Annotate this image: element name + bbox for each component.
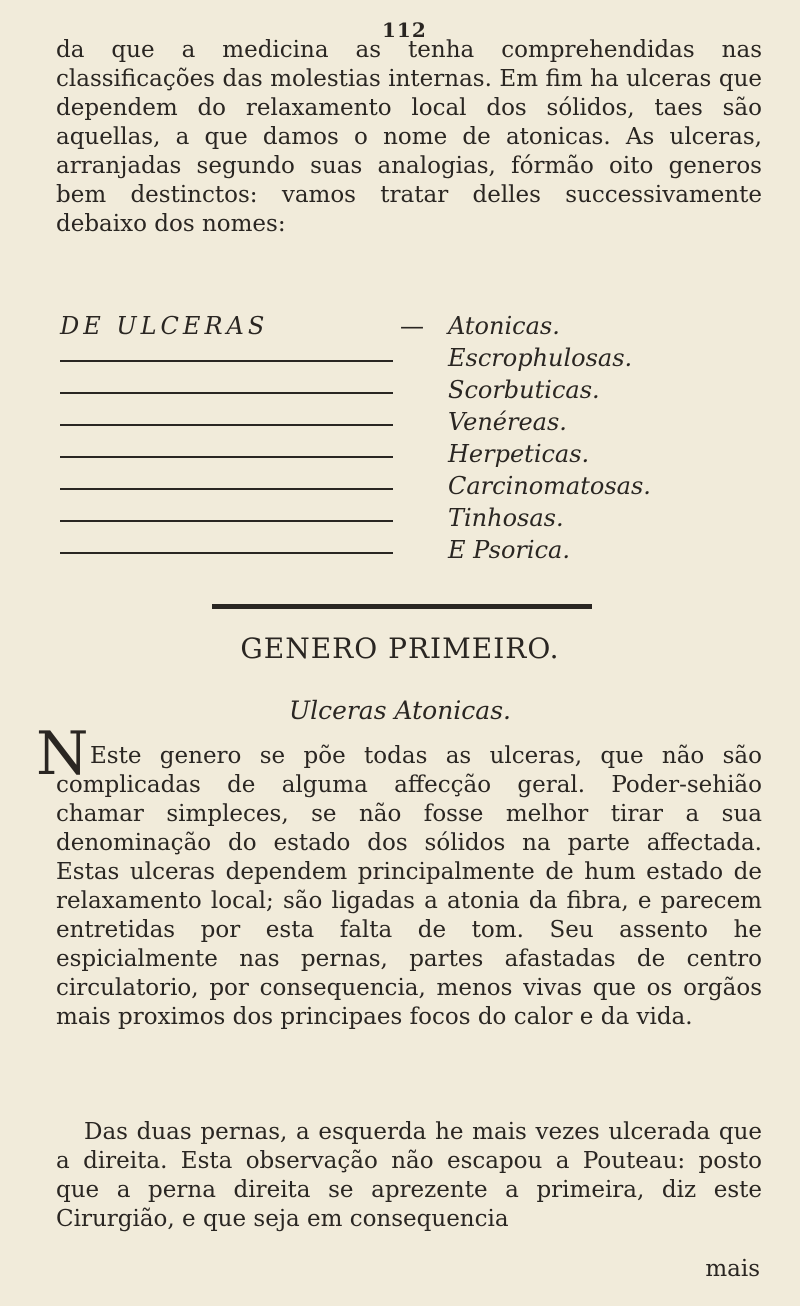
list-item — [60, 408, 760, 440]
list-rule — [60, 552, 393, 554]
list-entry: Escrophulosas. — [448, 344, 633, 372]
list-item — [60, 472, 760, 504]
paragraph-intro: da que a medicina as tenha comprehendidas nas classificações das molestias internas. Em fim ha ulceras que dependem do relaxamento local dos sólidos, taes são aquellas, a que damos o nome de atonicas. As ulceras, arranjadas segundo suas analogias, fórmão oito generos bem destinctos: vamos tratar delles successivamente debaixo dos nomes: — [56, 37, 762, 237]
list-entry: Scorbuticas. — [448, 376, 600, 404]
list-heading: DE ULCERAS — [60, 312, 269, 340]
paragraph-legs: Das duas pernas, a esquerda he mais vezes ulcerada que a direita. Esta observação não escapou a Pouteau: posto que a perna direita se aprezente a primeira, diz este Cirurgião, e que seja em consequencia — [56, 1119, 762, 1232]
list-entry: Herpeticas. — [448, 440, 590, 468]
paragraph-genre — [56, 742, 762, 1032]
list-rule — [60, 456, 393, 458]
section-subtitle: Ulceras Atonicas. — [289, 696, 511, 725]
list-item — [60, 312, 760, 344]
list-item — [60, 376, 760, 408]
list-item — [60, 536, 760, 568]
list-entry: Carcinomatosas. — [448, 472, 651, 500]
list-item — [60, 440, 760, 472]
page-number: 112 — [382, 18, 427, 42]
drop-cap: N — [36, 719, 89, 789]
paragraph-first-line: Este genero se põe todas as ulceras, que não são — [90, 743, 762, 769]
paragraph-continuation: complicadas de alguma affecção geral. Poder-sehião chamar simpleces, se não fosse melhor tirar a sua denominação do estado dos sólidos na parte affectada. Estas ulceras dependem principalmente de hum estado de relaxamento local; são ligadas a atonia da fibra, e parecem entretidas por esta falta de tom. Seu assento he espicialmente nas pernas, partes afastadas de centro circulatorio, por consequencia, menos vivas que os orgãos mais proximos dos principaes focos do calor e da vida. — [56, 772, 762, 1030]
section-title: GENERO PRIMEIRO. — [240, 632, 560, 665]
list-entry: Venéreas. — [448, 408, 567, 436]
list-rule — [60, 360, 393, 362]
list-entry: Tinhosas. — [448, 504, 564, 532]
list-item — [60, 504, 760, 536]
list-rule — [60, 392, 393, 394]
catchword: mais — [705, 1256, 760, 1282]
list-entry: Atonicas. — [448, 312, 560, 340]
list-entry: E Psorica. — [448, 536, 570, 564]
list-rule — [60, 488, 393, 490]
list-item — [60, 344, 760, 376]
section-divider — [212, 604, 592, 609]
list-dash: — — [400, 312, 424, 340]
list-rule — [60, 424, 393, 426]
list-rule — [60, 520, 393, 522]
